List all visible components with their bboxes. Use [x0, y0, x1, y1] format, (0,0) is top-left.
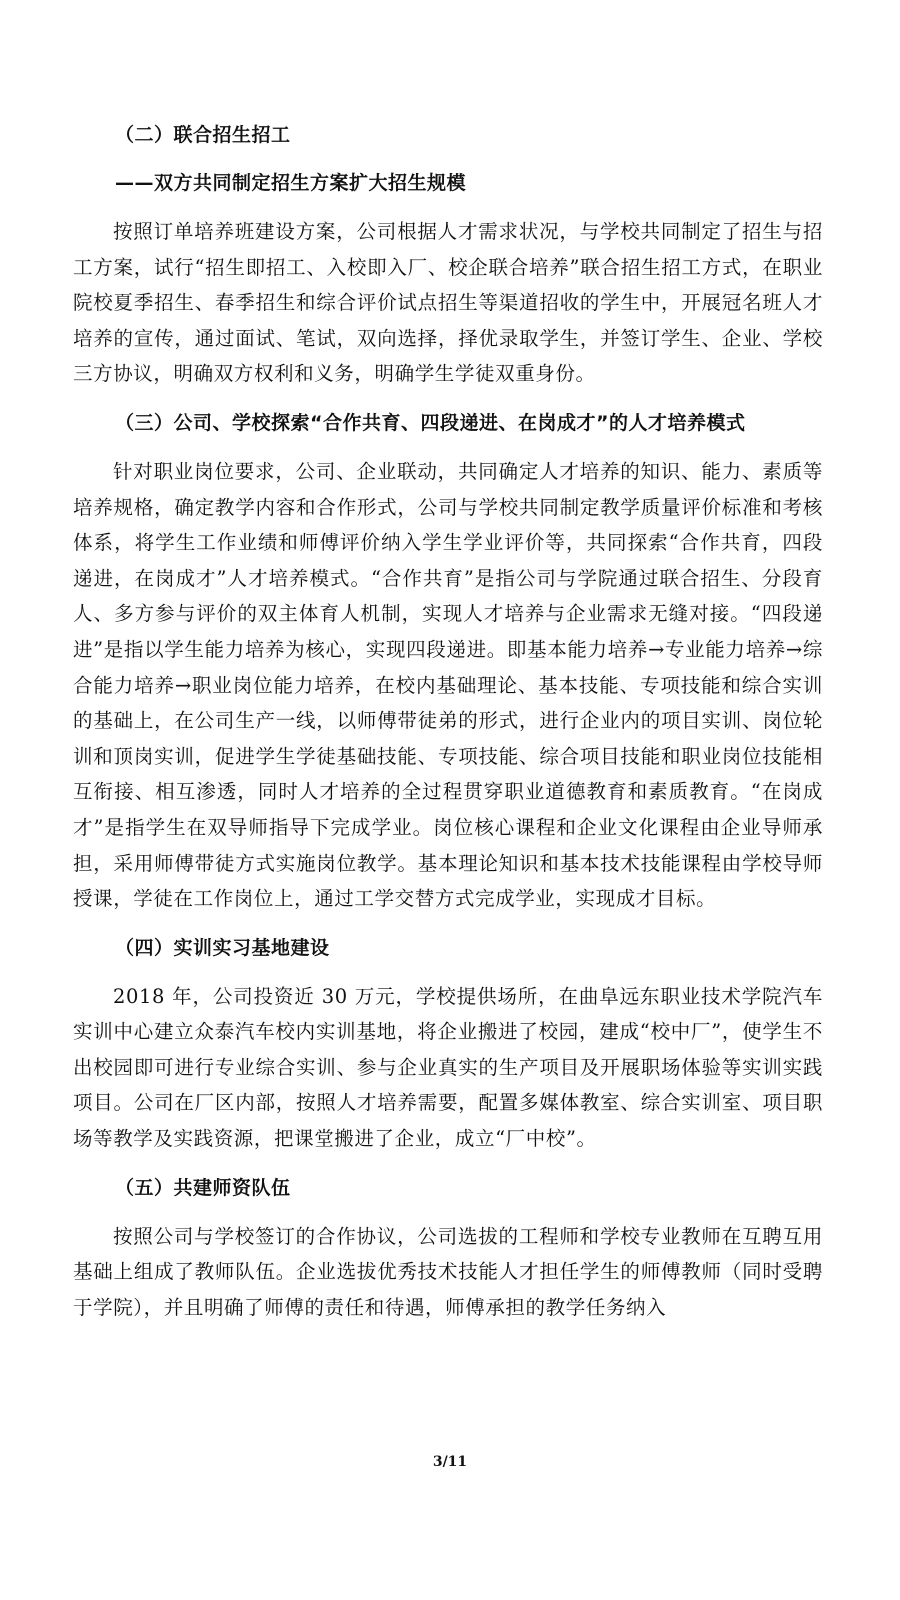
section-heading-4: （四）实训实习基地建设: [115, 936, 330, 959]
paragraph-teaching-staff: 按照公司与学校签订的合作协议，公司选拔的工程师和学校专业教师在互聘互用基础上组成了教师队伍。企业选拔优秀技术技能人才担任学生的师傅教师（同时受聘于学院），并且明确了师傅的责任和待遇，师傅承担的教学任务纳入: [73, 1224, 823, 1319]
paragraph-training-model: 针对职业岗位要求，公司、企业联动，共同确定人才培养的知识、能力、素质等培养规格，确定教学内容和合作形式，公司与学校共同制定教学质量评价标准和考核体系，将学生工作业绩和师傅评价纳入学生学业评价等，共同探索“合作共育，四段递进，在岗成才”人才培养模式。“合作共育”是指公司与学院通过联合招生、分段育人、多方参与评价的双主体育人机制，实现人才培养与企业需求无缝对接。“四段递进”是指以学生能力培养为核心，实现四段递进。即基本能力培养→专业能力培养→综合能力培养→职业岗位能力培养，在校内基础理论、基本技能、专项技能和综合实训的基础上，在公司生产一线，以师傅带徒弟的形式，进行企业内的项目实训、岗位轮训和顶岗实训，促进学生学徒基础技能、专项技能、综合项目技能和职业岗位技能相互衔接、相互渗透，同时人才培养的全过程贯穿职业道德教育和素质教育。“在岗成才”是指学生在双导师指导下完成学业。岗位核心课程和企业文化课程由企业导师承担，采用师傅带徒方式实施岗位教学。基本理论知识和基本技术技能课程由学校导师授课，学徒在工作岗位上，通过工学交替方式完成学业，实现成才目标。: [73, 459, 823, 911]
section-heading-5: （五）共建师资队伍: [115, 1176, 291, 1199]
section-heading-3: （三）公司、学校探索“合作共育、四段递进、在岗成才”的人才培养模式: [115, 411, 746, 434]
document-body: [73, 118, 823, 1325]
page-number: 3/11: [432, 1454, 468, 1470]
section-heading-2: （二）联合招生招工: [115, 124, 291, 146]
paragraph-recruitment: 按照订单培养班建设方案，公司根据人才需求状况，与学校共同制定了招生与招工方案，试行“招生即招工、入校即入厂、校企联合培养”联合招生招工方式，在职业院校夏季招生、春季招生和综合评价试点招生等渠道招收的学生中，开展冠名班人才培养的宣传，通过面试、笔试，双向选择，择优录取学生，并签订学生、企业、学校三方协议，明确双方权利和义务，明确学生学徒双重身份。: [73, 220, 823, 386]
section-subheading-2: ——双方共同制定招生方案扩大招生规模: [115, 172, 467, 194]
paragraph-training-base: 2018 年，公司投资近 30 万元，学校提供场所，在曲阜远东职业技术学院汽车实训中心建立众泰汽车校内实训基地，将企业搬进了校园，建成“校中厂”，使学生不出校园即可进行专业综合实训、参与企业真实的生产项目及开展职场体验等实训实践项目。公司在厂区内部，按照人才培养需要，配置多媒体教室、综合实训室、项目职场等教学及实践资源，把课堂搬进了企业，成立“厂中校”。: [73, 984, 823, 1151]
